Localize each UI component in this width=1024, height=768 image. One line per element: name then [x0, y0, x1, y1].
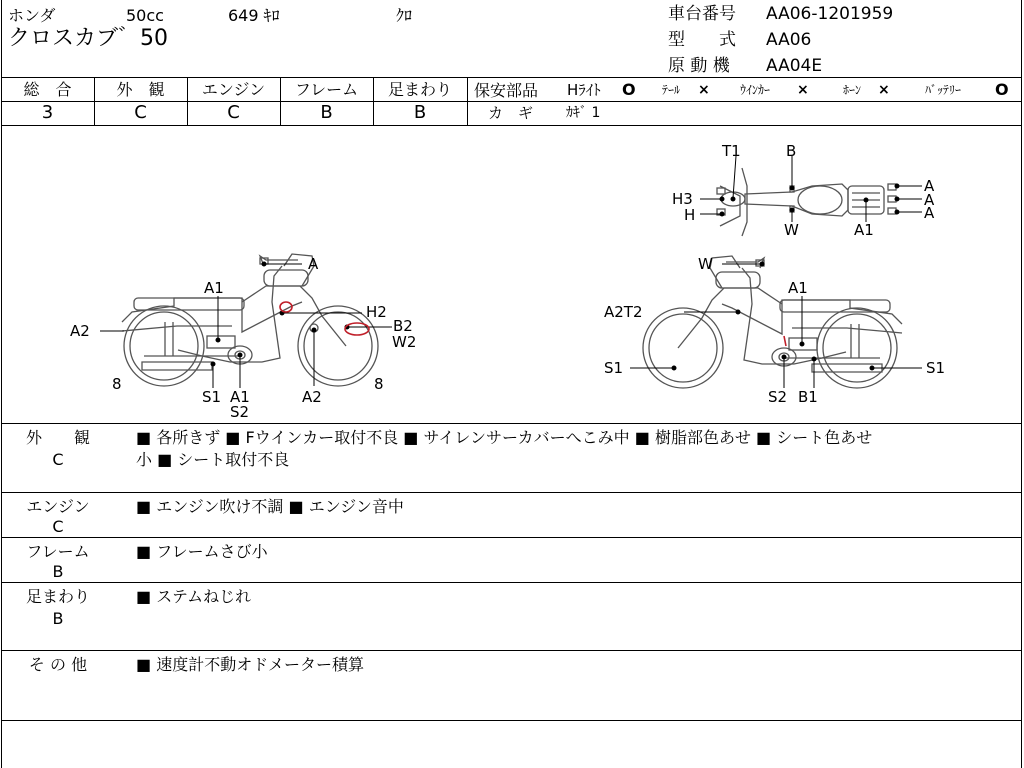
displacement: 50cc — [126, 6, 164, 25]
remark-text-suspension: ■ ステムねじれ — [136, 587, 252, 606]
remark-text-other: ■ 速度計不動オドメーター積算 — [136, 655, 365, 674]
safety-item-winker: ｳｲﾝｶｰ — [740, 83, 771, 97]
diagram-label: H2 — [366, 303, 387, 321]
mileage: 649 ｷﾛ — [228, 6, 280, 25]
remark-text-frame: ■ フレームさび小 — [136, 542, 268, 561]
model-name: クロスカブ゛50 — [8, 26, 168, 51]
rating-frame-value: B — [320, 102, 333, 123]
frame-no: AA06-1201959 — [766, 4, 894, 24]
rating-frame-label: フレーム — [294, 80, 359, 99]
remark-text-engine: ■ エンジン吹け不調 ■ エンジン音中 — [136, 497, 404, 516]
diagram-label: S1 — [202, 388, 222, 406]
diagram-label: H3 — [672, 190, 693, 208]
rating-suspension-value: B — [413, 102, 427, 123]
rating-engine-label: エンジン — [201, 80, 266, 99]
divider — [1, 423, 1022, 424]
diagram-label: H — [684, 206, 696, 224]
rating-suspension-label: 足まわり — [387, 80, 452, 99]
safety-mark-winker: × — [797, 82, 809, 98]
rating-exterior-label: 外 観 — [116, 80, 165, 99]
divider — [467, 101, 1022, 102]
divider — [1, 77, 1022, 78]
maker-name: ホンダ — [8, 6, 56, 25]
frame-no-label: 車台番号 — [668, 4, 736, 24]
divider — [1, 492, 1022, 493]
remark-grade-exterior: C — [52, 450, 64, 469]
safety-mark-tail: × — [698, 82, 710, 98]
diagram-label: W2 — [392, 333, 417, 351]
diagram-label: 8 — [112, 375, 122, 393]
diagram-label: A — [924, 177, 935, 195]
safety-item-headlight: Hﾗｲﾄ — [567, 81, 601, 99]
diagram-label: S1 — [604, 359, 624, 377]
remark-grade-frame: B — [52, 562, 64, 581]
remark-text-exterior-cont: 小 ■ シート取付不良 — [136, 450, 290, 469]
safety-item-battery: ﾊﾞｯﾃﾘｰ — [925, 83, 962, 97]
model-label: 型 式 — [668, 30, 736, 50]
safety-mark-headlight: O — [622, 80, 636, 99]
diagram-label: A1 — [854, 221, 874, 239]
diagram-label: B — [786, 142, 797, 160]
diagram-label: A2T2 — [604, 303, 643, 321]
diagram-label: A2 — [70, 322, 90, 340]
safety-label: 保安部品 — [474, 81, 539, 100]
remark-title-other: そ の 他 — [28, 655, 88, 674]
diagram-label: A2 — [302, 388, 322, 406]
divider — [1, 720, 1022, 721]
engine-code: AA04E — [766, 56, 823, 76]
diagram-label: W — [784, 221, 799, 239]
left-view-bike — [122, 254, 378, 386]
safety-item-horn: ﾎｰﾝ — [843, 83, 862, 97]
diagram-label: B2 — [393, 317, 413, 335]
model-code: AA06 — [766, 30, 812, 50]
rating-total-value: 3 — [41, 102, 54, 123]
rating-total-label: 総 合 — [23, 80, 72, 99]
key-label: カ ギ — [488, 104, 534, 122]
diagram-label: 8 — [374, 375, 384, 393]
rating-exterior-value: C — [134, 102, 147, 123]
diagram-label: S2 — [230, 403, 250, 421]
diagram-label: A — [924, 204, 935, 222]
diagram-label: A1 — [204, 279, 224, 297]
divider — [1, 650, 1022, 651]
right-view-bike — [643, 256, 902, 388]
diagram-label: W — [698, 255, 713, 273]
diagram-label: A — [308, 255, 319, 273]
remark-title-engine: エンジン — [26, 497, 90, 516]
diagram-label: A — [924, 191, 935, 209]
diagram-label: B1 — [798, 388, 818, 406]
divider — [1, 537, 1022, 538]
remark-title-exterior: 外 観 — [25, 428, 90, 447]
diagram-label: S1 — [926, 359, 946, 377]
safety-mark-horn: × — [878, 82, 890, 98]
remark-grade-engine: C — [52, 517, 64, 536]
damage-mark — [345, 323, 369, 335]
remark-text-exterior: ■ 各所きず ■ Fウインカー取付不良 ■ サイレンサーカバーへこみ中 ■ 樹脂部色あせ ■ シート色あせ — [136, 428, 873, 447]
key-value: ｶｷﾞ 1 — [566, 105, 601, 121]
safety-item-tail: ﾃｰﾙ — [662, 83, 681, 97]
rating-engine-value: C — [227, 102, 240, 123]
damage-mark — [784, 336, 786, 346]
divider — [467, 77, 468, 125]
color: ｸﾛ — [396, 6, 413, 25]
remark-title-frame: フレーム — [26, 542, 90, 561]
safety-mark-battery: O — [995, 80, 1009, 99]
damage-diagram — [2, 126, 1022, 422]
diagram-label: A1 — [230, 388, 250, 406]
engine-label: 原 動 機 — [668, 56, 730, 76]
diagram-label: S2 — [768, 388, 788, 406]
diagram-label: T1 — [722, 142, 741, 160]
divider — [1, 582, 1022, 583]
diagram-label: A1 — [788, 279, 808, 297]
remark-grade-suspension: B — [52, 609, 64, 628]
remark-title-suspension: 足まわり — [25, 587, 90, 606]
